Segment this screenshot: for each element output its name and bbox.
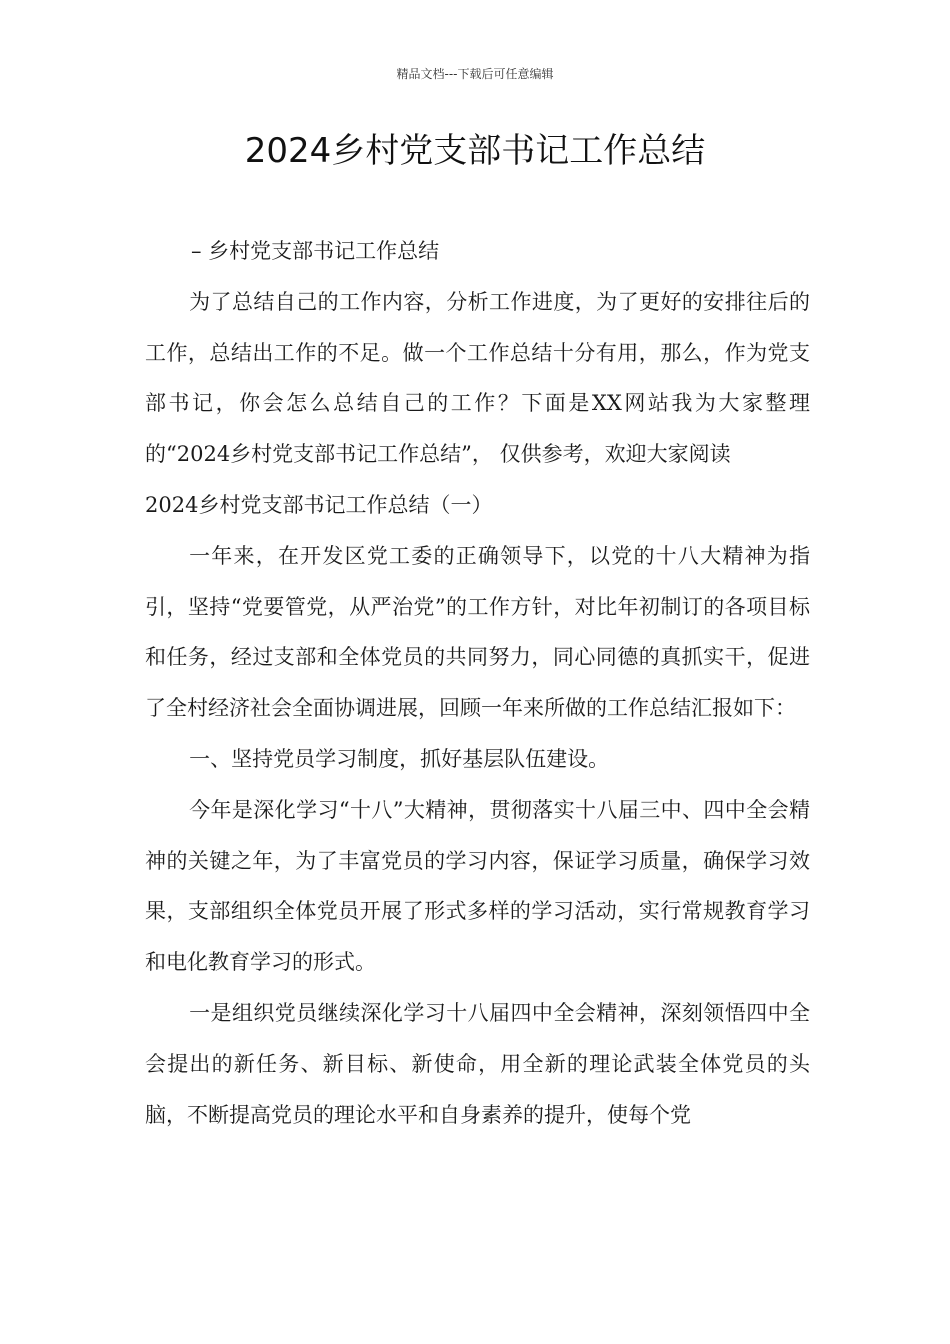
page-header-note: 精品文档---下载后可任意编辑 [396,67,554,81]
intro-paragraph: 为了总结自己的工作内容，分析工作进度，为了更好的安排往后的工作，总结出工作的不足。做一个工作总结十分有用，那么，作为党支部书记，你会怎么总结自己的工作？下面是XX网站我为大家整理的“2024乡村党支部书记工作总结”， 仅供参考，欢迎大家阅读 [145,289,810,467]
body-paragraph-4: 一是组织党员继续深化学习十八届四中全会精神，深刻领悟四中全会提出的新任务、新目标、新使命，用全新的理论武装全体党员的头脑，不断提高党员的理论水平和自身素养的提升，使每个党 [145,1000,810,1127]
document-subtitle: – 乡村党支部书记工作总结 [191,239,440,263]
document-title: 2024乡村党支部书记工作总结 [244,131,706,171]
body-paragraph-2: 一、坚持党员学习制度，抓好基层队伍建设。 [189,746,610,771]
body-paragraph-3: 今年是深化学习“十八”大精神，贯彻落实十八届三中、四中全会精神的关键之年，为了丰富党员的学习内容，保证学习质量，确保学习效果，支部组织全体党员开展了形式多样的学习活动，实行常规教育学习和电化教育学习的形式。 [145,797,810,975]
body-paragraph-1: 一年来，在开发区党工委的正确领导下，以党的十八大精神为指引，坚持“党要管党，从严治党”的工作方针，对比年初制订的各项目标和任务，经过支部和全体党员的共同努力，同心同德的真抓实干，促进了全村经济社会全面协调进展，回顾一年来所做的工作总结汇报如下： [145,543,810,721]
document-body [145,226,810,1140]
section-heading: 2024乡村党支部书记工作总结（一） [145,492,493,517]
